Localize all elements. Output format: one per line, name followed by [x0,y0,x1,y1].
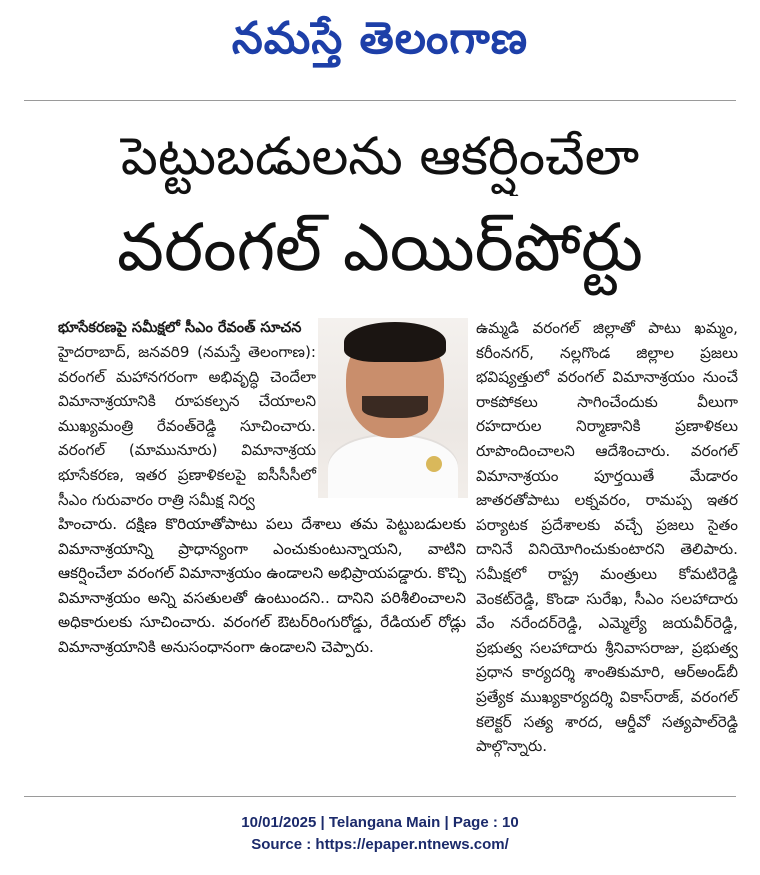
article-kicker: భూసేకరణపై సమీక్షలో సీఎం రేవంత్ సూచన [58,320,302,336]
footer-edition-info: 10/01/2025 | Telangana Main | Page : 10 [241,814,519,831]
photo-beard [362,396,428,418]
footer-source: Source : https://epaper.ntnews.com/ [251,836,509,853]
headline-line-2: వరంగల్ ఎయిర్‌పోర్టు [117,209,643,286]
newspaper-masthead: నమస్తే తెలంగాణ [231,13,529,64]
photo-ring [426,456,442,472]
photo-hair [344,322,446,362]
article-right-column: ఉమ్మడి వరంగల్ జిల్లాతో పాటు ఖమ్మం, కరీంనగర్, నల్లగొండ జిల్లాల ప్రజలు భవిష్యత్తులో వరంగల్ విమానాశ్రయం నుంచే రాకపోకలు సాగించేందుకు వీలుగా రహదారుల నిర్మాణానికి ప్రణాళికలు రూపొందించాలని ఆదేశించారు. వరంగల్ విమానాశ్రయం పూర్తయితే మేడారం జాతరతోపాటు లక్నవరం, రామప్ప ఇతర పర్యాటక ప్రదేశాలకు వచ్చే ప్రజలు సైతం దానినే వినియోగించుకుంటారని తెలిపారు. సమీక్షలో రాష్ట్ర మంత్రులు కోమటిరెడ్డి వెంకట్‌రెడ్డి, కొండా సురేఖ, సీఎం సలహాదారు వేం నరేందర్‌రెడ్డి, ఎమ్మెల్యే జయవీర్‌రెడ్డి, ప్రభుత్వ సలహాదారు శ్రీనివాసరాజు, ప్రభుత్వ ప్రధాన కార్యదర్శి శాంతికుమారి, ఆర్‌అండ్‌బీ ప్రత్యేక ముఖ్యకార్యదర్శి వికాస్‌రాజ్, వరంగల్ కలెక్టర్ సత్య శారద, ఆర్డీవో సత్యపాల్‌రెడ్డి పాల్గొన్నారు. [476,319,738,756]
divider-rule [24,100,736,101]
footer-divider [24,796,736,797]
headline-line-1: పెట్టుబడులను ఆకర్షించేలా [120,127,640,187]
article-left-top-text: హైదరాబాద్, జనవరి9 (నమస్తే తెలంగాణ): వరంగల్ మహానగరంగా అభివృద్ధి చెందేలా విమానాశ్రయానికి రూపకల్పన చేయాలని ముఖ్యమంత్రి రేవంత్‌రెడ్డి సూచించారు. వరంగల్ (మామునూరు) విమానాశ్రయ భూసేకరణ, ఇతర ప్రణాళికలపై ఐసీసీసీలో సీఎం గురువారం రాత్రి సమీక్ష నిర్వ [58,343,316,509]
article-left-bottom-text: హించారు. దక్షిణ కొరియాతోపాటు పలు దేశాలు తమ పెట్టుబడులకు విమానాశ్రయాన్ని ప్రాధాన్యంగా ఎంచుకుంటున్నాయని, వాటిని ఆకర్షించేలా వరంగల్ విమానాశ్రయం ఉండాలని అభిప్రాయపడ్డారు. కొచ్చి విమానాశ్రయం అన్ని వసతులతో ఉంటుందని.. దానిని పరిశీలించాలని అధికారులకు సూచించారు. వరంగల్ ఔటర్‌రింగురోడ్డు, రేడియల్ రోడ్లు విమానాశ్రయానికి అనుసంధానంగా ఉండాలని చెప్పారు. [58,515,466,656]
chief-minister-photo [318,318,468,498]
article-left-column [58,316,316,512]
